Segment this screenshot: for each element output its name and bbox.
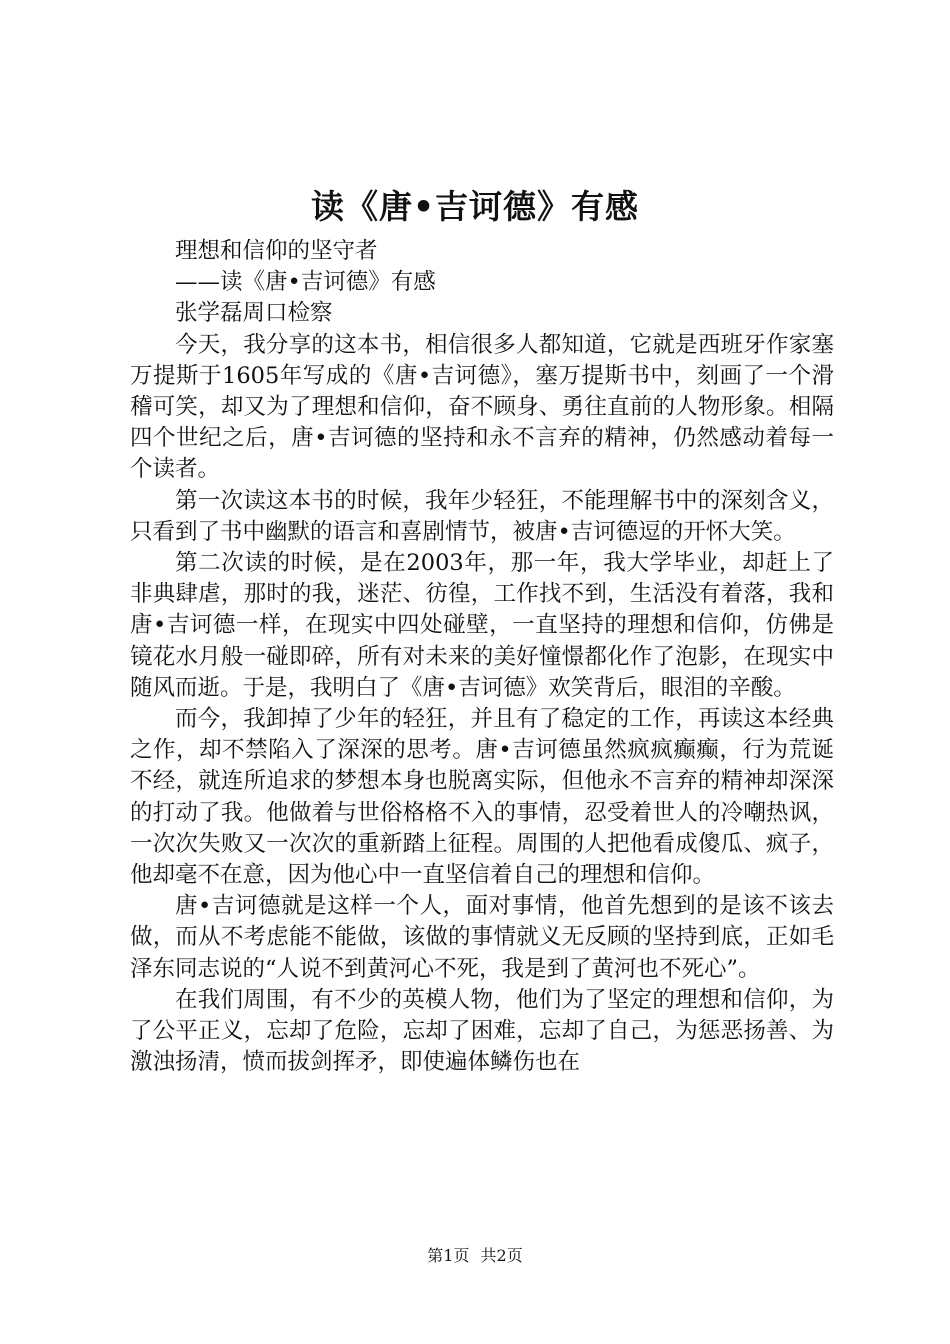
body-paragraph: 而今，我卸掉了少年的轻狂，并且有了稳定的工作，再读这本经典之作，却不禁陷入了深深的思考。唐•吉诃德虽然疯疯癫癫，行为荒诞不经，就连所追求的梦想本身也脱离实际，但他永不言弃的精神却深深的打动了我。他做着与世俗格格不入的事情，忍受着世人的冷嘲热讽，一次次失败又一次次的重新踏上征程。周围的人把他看成傻瓜、疯子，他却毫不在意，因为他心中一直坚信着自己的理想和信仰。 (130, 706, 834, 889)
subtitle: 理想和信仰的坚守者 (175, 238, 378, 264)
body-paragraph: 唐•吉诃德就是这样一个人，面对事情，他首先想到的是该不该去做，而从不考虑能不能做，该做的事情就义无反顾的坚持到底，正如毛泽东同志说的“人说不到黄河心不死，我是到了黄河也不死心”。 (130, 893, 834, 982)
page-total: 共2页 (480, 1246, 523, 1265)
body-paragraph: 第一次读这本书的时候，我年少轻狂，不能理解书中的深刻含义，只看到了书中幽默的语言和喜剧情节，被唐•吉诃德逗的开怀大笑。 (130, 487, 834, 545)
page-number: 第1页 (427, 1246, 470, 1265)
body-paragraph: 今天，我分享的这本书，相信很多人都知道，它就是西班牙作家塞万提斯于1605年写成的《唐•吉诃德》，塞万提斯书中，刻画了一个滑稽可笑，却又为了理想和信仰，奋不顾身、勇往直前的人物形象。相隔四个世纪之后，唐•吉诃德的坚持和永不言弃的精神，仍然感动着每一个读者。 (130, 331, 834, 483)
page-footer (0, 1244, 950, 1268)
subtitle-dash-line: ——读《唐•吉诃德》有感 (175, 269, 436, 296)
document-title: 读《唐•吉诃德》有感 (310, 187, 640, 226)
document-body (130, 236, 834, 1078)
body-paragraph: 第二次读的时候，是在2003年，那一年，我大学毕业，却赶上了非典肆虐，那时的我，迷茫、彷徨，工作找不到，生活没有着落，我和唐•吉诃德一样，在现实中四处碰壁，一直坚持的理想和信仰，仿佛是镜花水月般一碰即碎，所有对未来的美好憧憬都化作了泡影，在现实中随风而逝。于是，我明白了《唐•吉诃德》欢笑背后，眼泪的辛酸。 (130, 550, 834, 701)
body-paragraph: 在我们周围，有不少的英模人物，他们为了坚定的理想和信仰，为了公平正义，忘却了危险，忘却了困难，忘却了自己，为惩恶扬善、为激浊扬清，愤而拔剑挥矛，即使遍体鳞伤也在 (130, 986, 834, 1076)
author-line: 张学磊周口检察 (175, 300, 333, 327)
